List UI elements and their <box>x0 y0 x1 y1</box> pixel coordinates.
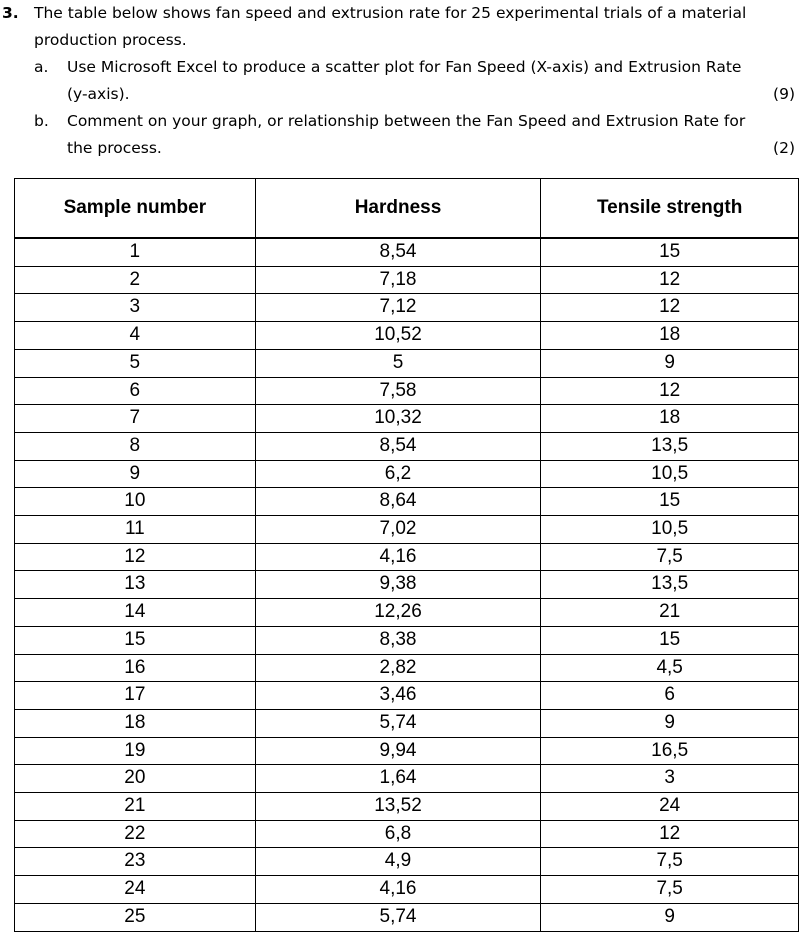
part-a-text-line-1: Use Microsoft Excel to produce a scatter plot for Fan Speed (X-axis) and Extrusion Rate <box>67 58 742 76</box>
tensile-strength-cell: 15 <box>541 238 799 266</box>
sample-number-cell: 2 <box>15 266 256 294</box>
tensile-strength-cell: 10,5 <box>541 516 799 544</box>
table-row <box>15 516 799 544</box>
part-b-text-line-1: Comment on your graph, or relationship between the Fan Speed and Extrusion Rate for <box>67 112 746 130</box>
table-row <box>15 238 799 266</box>
hardness-cell: 6,2 <box>255 460 541 488</box>
sample-number-cell: 16 <box>15 654 256 682</box>
sample-number-cell: 25 <box>15 903 256 931</box>
hardness-cell: 3,46 <box>255 682 541 710</box>
hardness-cell: 7,18 <box>255 266 541 294</box>
tensile-strength-cell: 15 <box>541 626 799 654</box>
hardness-cell: 8,54 <box>255 238 541 266</box>
hardness-cell: 12,26 <box>255 599 541 627</box>
sample-number-cell: 24 <box>15 876 256 904</box>
part-b-text-line-2: the process. <box>67 139 162 157</box>
table-row <box>15 432 799 460</box>
hardness-cell: 8,64 <box>255 488 541 516</box>
hardness-cell: 7,02 <box>255 516 541 544</box>
hardness-cell: 10,52 <box>255 322 541 350</box>
sample-number-cell: 7 <box>15 405 256 433</box>
table-header-row <box>15 179 799 239</box>
hardness-cell: 4,16 <box>255 543 541 571</box>
sample-number-cell: 19 <box>15 737 256 765</box>
sample-number-cell: 14 <box>15 599 256 627</box>
tensile-strength-cell: 12 <box>541 377 799 405</box>
tensile-strength-cell: 12 <box>541 294 799 322</box>
table-row <box>15 405 799 433</box>
table-row <box>15 571 799 599</box>
tensile-strength-cell: 9 <box>541 349 799 377</box>
sample-number-cell: 22 <box>15 820 256 848</box>
table-row <box>15 460 799 488</box>
question-number: 3. <box>2 4 19 22</box>
sample-number-cell: 9 <box>15 460 256 488</box>
hardness-cell: 9,94 <box>255 737 541 765</box>
hardness-cell: 8,54 <box>255 432 541 460</box>
tensile-strength-cell: 7,5 <box>541 876 799 904</box>
sample-number-cell: 11 <box>15 516 256 544</box>
tensile-strength-cell: 21 <box>541 599 799 627</box>
tensile-strength-cell: 18 <box>541 405 799 433</box>
sample-number-cell: 15 <box>15 626 256 654</box>
hardness-cell: 5 <box>255 349 541 377</box>
table-row <box>15 709 799 737</box>
table-row <box>15 377 799 405</box>
table-row <box>15 543 799 571</box>
sample-number-cell: 17 <box>15 682 256 710</box>
table-row <box>15 654 799 682</box>
table-row <box>15 793 799 821</box>
sample-number-cell: 1 <box>15 238 256 266</box>
table-row <box>15 488 799 516</box>
hardness-cell: 1,64 <box>255 765 541 793</box>
data-table <box>14 178 799 932</box>
sample-number-cell: 20 <box>15 765 256 793</box>
hardness-cell: 10,32 <box>255 405 541 433</box>
tensile-strength-cell: 12 <box>541 266 799 294</box>
sample-number-cell: 10 <box>15 488 256 516</box>
table-row <box>15 626 799 654</box>
tensile-strength-cell: 3 <box>541 765 799 793</box>
part-b-marks: (2) <box>773 139 795 157</box>
hardness-cell: 7,12 <box>255 294 541 322</box>
sample-number-cell: 3 <box>15 294 256 322</box>
question-text-line-2: production process. <box>34 31 187 49</box>
hardness-cell: 8,38 <box>255 626 541 654</box>
sample-number-cell: 12 <box>15 543 256 571</box>
part-a-marks: (9) <box>773 85 795 103</box>
tensile-strength-cell: 18 <box>541 322 799 350</box>
hardness-cell: 5,74 <box>255 903 541 931</box>
hardness-cell: 7,58 <box>255 377 541 405</box>
table-row <box>15 903 799 931</box>
table-row <box>15 599 799 627</box>
table-row <box>15 820 799 848</box>
hardness-cell: 6,8 <box>255 820 541 848</box>
sample-number-cell: 18 <box>15 709 256 737</box>
table-body <box>15 238 799 931</box>
sample-number-cell: 5 <box>15 349 256 377</box>
sample-number-cell: 23 <box>15 848 256 876</box>
tensile-strength-cell: 16,5 <box>541 737 799 765</box>
tensile-strength-cell: 24 <box>541 793 799 821</box>
hardness-cell: 4,9 <box>255 848 541 876</box>
part-a-text-line-2: (y-axis). <box>67 85 130 103</box>
tensile-strength-cell: 15 <box>541 488 799 516</box>
hardness-cell: 5,74 <box>255 709 541 737</box>
hardness-cell: 4,16 <box>255 876 541 904</box>
sample-number-cell: 4 <box>15 322 256 350</box>
table-row <box>15 848 799 876</box>
tensile-strength-cell: 9 <box>541 709 799 737</box>
question-text-line-1: The table below shows fan speed and extrusion rate for 25 experimental trials of a material <box>34 4 747 22</box>
table-row <box>15 876 799 904</box>
tensile-strength-cell: 12 <box>541 820 799 848</box>
tensile-strength-cell: 7,5 <box>541 848 799 876</box>
tensile-strength-cell: 10,5 <box>541 460 799 488</box>
sample-number-cell: 6 <box>15 377 256 405</box>
table-row <box>15 765 799 793</box>
tensile-strength-cell: 13,5 <box>541 432 799 460</box>
tensile-strength-cell: 6 <box>541 682 799 710</box>
sample-number-cell: 13 <box>15 571 256 599</box>
tensile-strength-cell: 9 <box>541 903 799 931</box>
table-row <box>15 294 799 322</box>
header-sample-number: Sample number <box>15 179 256 239</box>
tensile-strength-cell: 13,5 <box>541 571 799 599</box>
hardness-cell: 9,38 <box>255 571 541 599</box>
table-row <box>15 737 799 765</box>
sample-number-cell: 8 <box>15 432 256 460</box>
table-row <box>15 322 799 350</box>
table-row <box>15 682 799 710</box>
sample-number-cell: 21 <box>15 793 256 821</box>
hardness-cell: 2,82 <box>255 654 541 682</box>
table-row <box>15 266 799 294</box>
header-hardness: Hardness <box>255 179 541 239</box>
part-b-label: b. <box>34 112 49 130</box>
part-a-label: a. <box>34 58 49 76</box>
hardness-cell: 13,52 <box>255 793 541 821</box>
table-row <box>15 349 799 377</box>
header-tensile-strength: Tensile strength <box>541 179 799 239</box>
tensile-strength-cell: 7,5 <box>541 543 799 571</box>
tensile-strength-cell: 4,5 <box>541 654 799 682</box>
